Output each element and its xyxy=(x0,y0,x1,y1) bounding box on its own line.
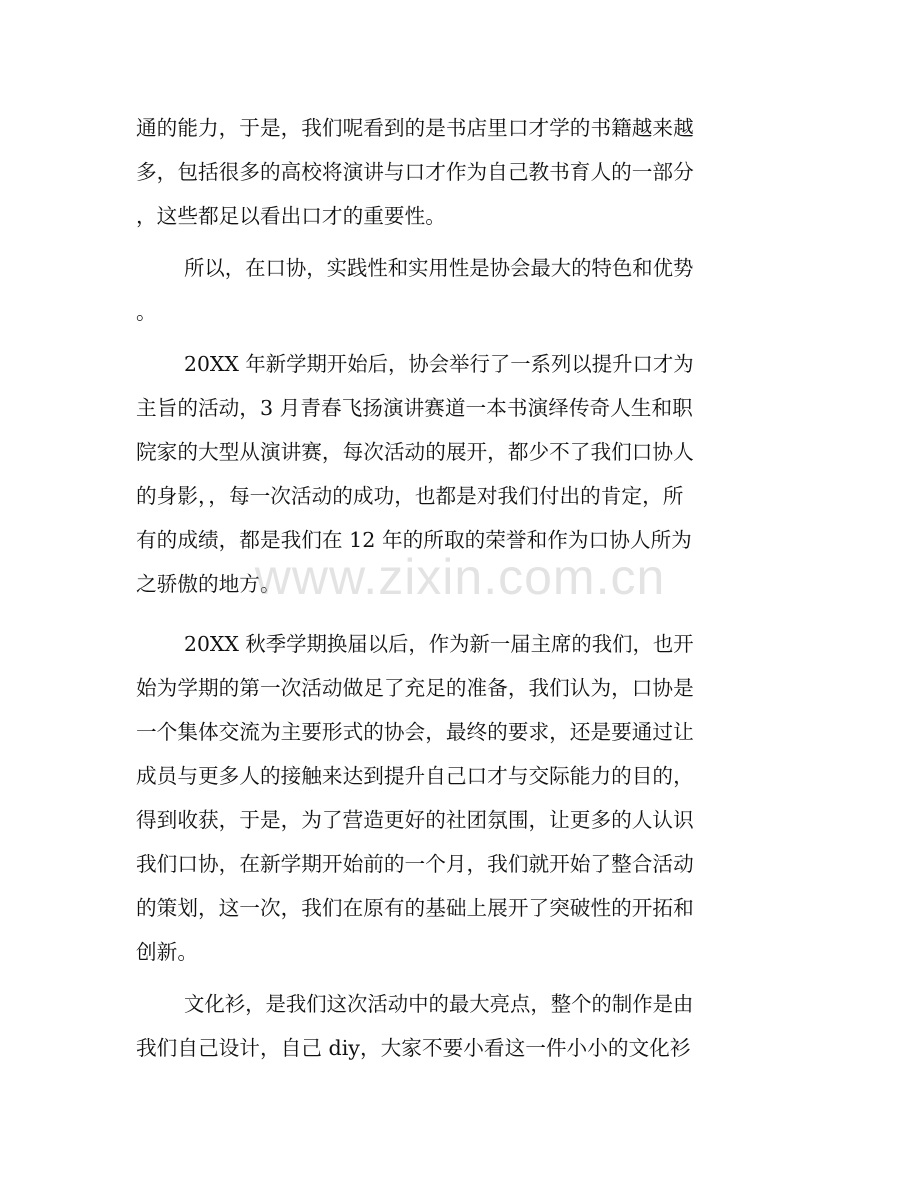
text-line: 的身影，，每一次活动的成功，也都是对我们付出的肯定，所 xyxy=(136,484,684,508)
text-line: 主旨的活动，3 月青春飞扬演讲赛道一本书演绎传奇人生和职 xyxy=(136,396,693,420)
text-line: 20XX 年新学期开始后，协会举行了一系列以提升口才为 xyxy=(184,352,694,376)
text-line: 成员与更多人的接触来达到提升自己口才与交际能力的目的， xyxy=(136,764,694,788)
text-line: 院家的大型从演讲赛，每次活动的展开，都少不了我们口协人 xyxy=(136,440,694,464)
text-line: 所以，在口协，实践性和实用性是协会最大的特色和优势 xyxy=(184,256,694,280)
text-line: 多，包括很多的高校将演讲与口才作为自己教书育人的一部分 xyxy=(136,160,694,184)
watermark: www.zixin.com.cn xyxy=(254,549,666,605)
text-line: ，这些都足以看出口才的重要性。 xyxy=(136,204,446,228)
text-line: 得到收获，于是，为了营造更好的社团氛围，让更多的人认识 xyxy=(136,808,694,832)
text-line: 通的能力，于是，我们呢看到的是书店里口才学的书籍越来越 xyxy=(136,116,694,140)
text-line: 有的成绩，都是我们在 12 年的所取的荣誉和作为口协人所为 xyxy=(136,528,692,552)
text-line: 文化衫，是我们这次活动中的最大亮点，整个的制作是由 xyxy=(184,992,694,1016)
text-line: 的策划，这一次，我们在原有的基础上展开了突破性的开拓和 xyxy=(136,896,694,920)
text-line: 创新。 xyxy=(136,940,198,964)
text-line: 20XX 秋季学期换届以后，作为新一届主席的我们，也开 xyxy=(184,632,694,656)
text-line: 一个集体交流为主要形式的协会，最终的要求，还是要通过让 xyxy=(136,720,694,744)
text-line: 之骄傲的地方。 xyxy=(136,572,281,596)
text-line: 我们自己设计，自己 diy，大家不要小看这一件小小的文化衫 xyxy=(136,1036,691,1060)
text-line: 我们口协，在新学期开始前的一个月，我们就开始了整合活动 xyxy=(136,852,694,876)
text-line: 。 xyxy=(136,300,157,324)
text-line: 始为学期的第一次活动做足了充足的准备，我们认为，口协是 xyxy=(136,676,694,700)
